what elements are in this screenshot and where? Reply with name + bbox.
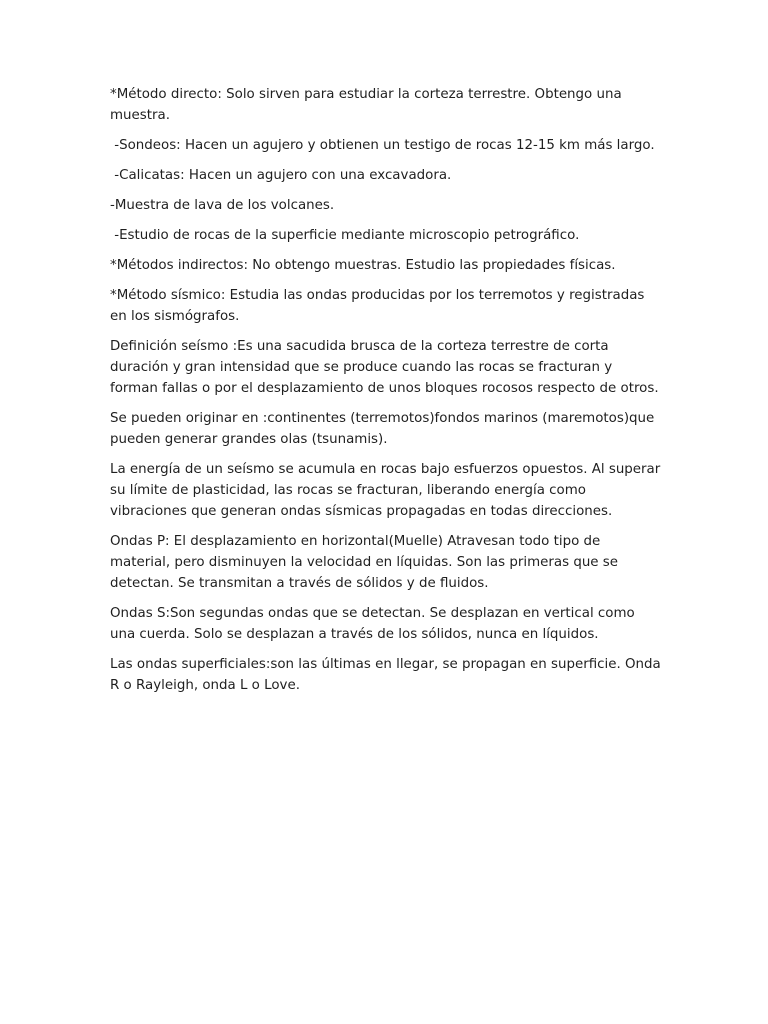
paragraph-ondas-p: Ondas P: El desplazamiento en horizontal(Muelle) Atravesan todo tipo de material, pero disminuyen la velocidad en líquidas. Son las primeras que se detectan. Se transmitan a través de sólidos y de fluidos. [110, 534, 623, 591]
document-body [110, 84, 665, 705]
paragraph-metodo-sismico: *Método sísmico: Estudia las ondas producidas por los terremotos y registradas en los sismógrafos. [110, 288, 649, 324]
paragraph-sondeos: -Sondeos: Hacen un agujero y obtienen un testigo de rocas 12-15 km más largo. [110, 138, 655, 153]
paragraph-metodos-indirectos: *Métodos indirectos: No obtengo muestras. Estudio las propiedades físicas. [110, 258, 616, 273]
paragraph-calicatas: -Calicatas: Hacen un agujero con una excavadora. [110, 168, 452, 183]
paragraph-ondas-s: Ondas S:Son segundas ondas que se detectan. Se desplazan en vertical como una cuerda. Solo se desplazan a través de los sólidos, nunca en líquidos. [110, 606, 639, 642]
paragraph-energia: La energía de un seísmo se acumula en rocas bajo esfuerzos opuestos. Al superar su límite de plasticidad, las rocas se fracturan, liberando energía como vibraciones que generan ondas sísmicas propagadas en todas direcciones. [110, 462, 665, 519]
paragraph-origen: Se pueden originar en :continentes (terremotos)fondos marinos (maremotos)que pueden generar grandes olas (tsunamis). [110, 411, 659, 447]
paragraph-muestra-lava: -Muestra de lava de los volcanes. [110, 198, 335, 213]
paragraph-ondas-superficiales: Las ondas superficiales:son las últimas en llegar, se propagan en superficie. Onda R o Rayleigh, onda L o Love. [110, 657, 665, 693]
paragraph-metodo-directo: *Método directo: Solo sirven para estudiar la corteza terrestre. Obtengo una muestra. [110, 87, 626, 123]
paragraph-definicion-seismo: Definición seísmo :Es una sacudida brusca de la corteza terrestre de corta duración y gran intensidad que se produce cuando las rocas se fracturan y forman fallas o por el desplazamiento de unos bloques rocosos respecto de otros. [110, 339, 659, 396]
paragraph-estudio-rocas: -Estudio de rocas de la superficie mediante microscopio petrográfico. [110, 228, 580, 243]
